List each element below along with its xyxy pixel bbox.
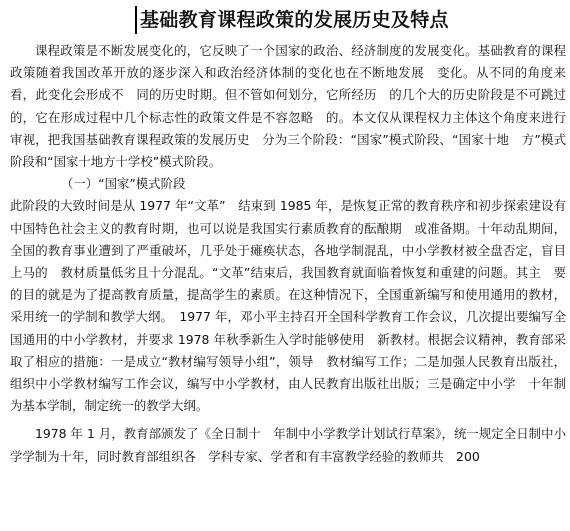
intro-paragraph: 课程政策是不断发展变化的，它反映了一个国家的政治、经济制度的发展变化。基础教育的课程政策随着我国改革开放的逐步深入和政治经济体制的变化也在不断地发展 变化。从不同的角度来看，此变化会形成不 同的历史时期。但不管如何划分，它所经历 的几个大的历史阶段是不可跳过的，它在形成过程中几个标志性的政策文件是不容忽略 的。本文仅从课程权力主体这个角度来进行审视，把我国基础教育课程政策的发展历史 分为三个阶段：“国家”模式阶段、“国家十地 方”模式阶段和“国家十地方十学校”模式阶段。 (10, 43, 566, 170)
document-title: 基础教育课程政策的发展历史及特点 (140, 9, 449, 31)
document-body (10, 40, 566, 468)
text-cursor (135, 6, 137, 34)
section-paragraph-continued: 1978 年 1 月，教育部颁发了《全日制十 年制中小学教学计划试行草案》，统一规定全日制中小学学制为十年，同时教育部组织各 学科专家、学者和有丰富教学经验的教师共 200 (10, 426, 566, 464)
section-paragraph: 此阶段的大致时间是从 1977 年“文革” 结束到 1985 年，是恢复正常的教育秩序和初步探索建设有中国特色社会主义的教育时期，也可以说是我国实行素质教育的酝酿期 或准备期。十年动乱期间，全国的教育事业遭到了严重破坏，几乎处于瘫痪状态，各地学制混乱，中小学教材被全盘否定，盲目上马的 教材质量低劣且十分混乱。“文革”结束后，我国教育就面临着恢复和重建的问题。其主 要的目的就是为了提高教育质量，提高学生的素质。在这种情况下，全国重新编写和使用通用的教材，采用统一的学制和教学大纲。 1977 年，邓小平主持召开全国科学教育工作会议，几次提出要编写全国通用的中小学教材，并要求 1978 年秋季新生入学时能够使用 新教材。根据会议精神，教育部采取了相应的措施：一是成立“教材编写领导小组”，领导 教材编写工作；二是加强人民教育出版社，组织中小学教材编写工作会议，编写中小学教材，由人民教育出版社出版；三是确定中小学 十年制为基本学制，制定统一的教学大纲。 (10, 198, 566, 414)
section-heading: （一）“国家”模式阶段 (61, 176, 186, 192)
